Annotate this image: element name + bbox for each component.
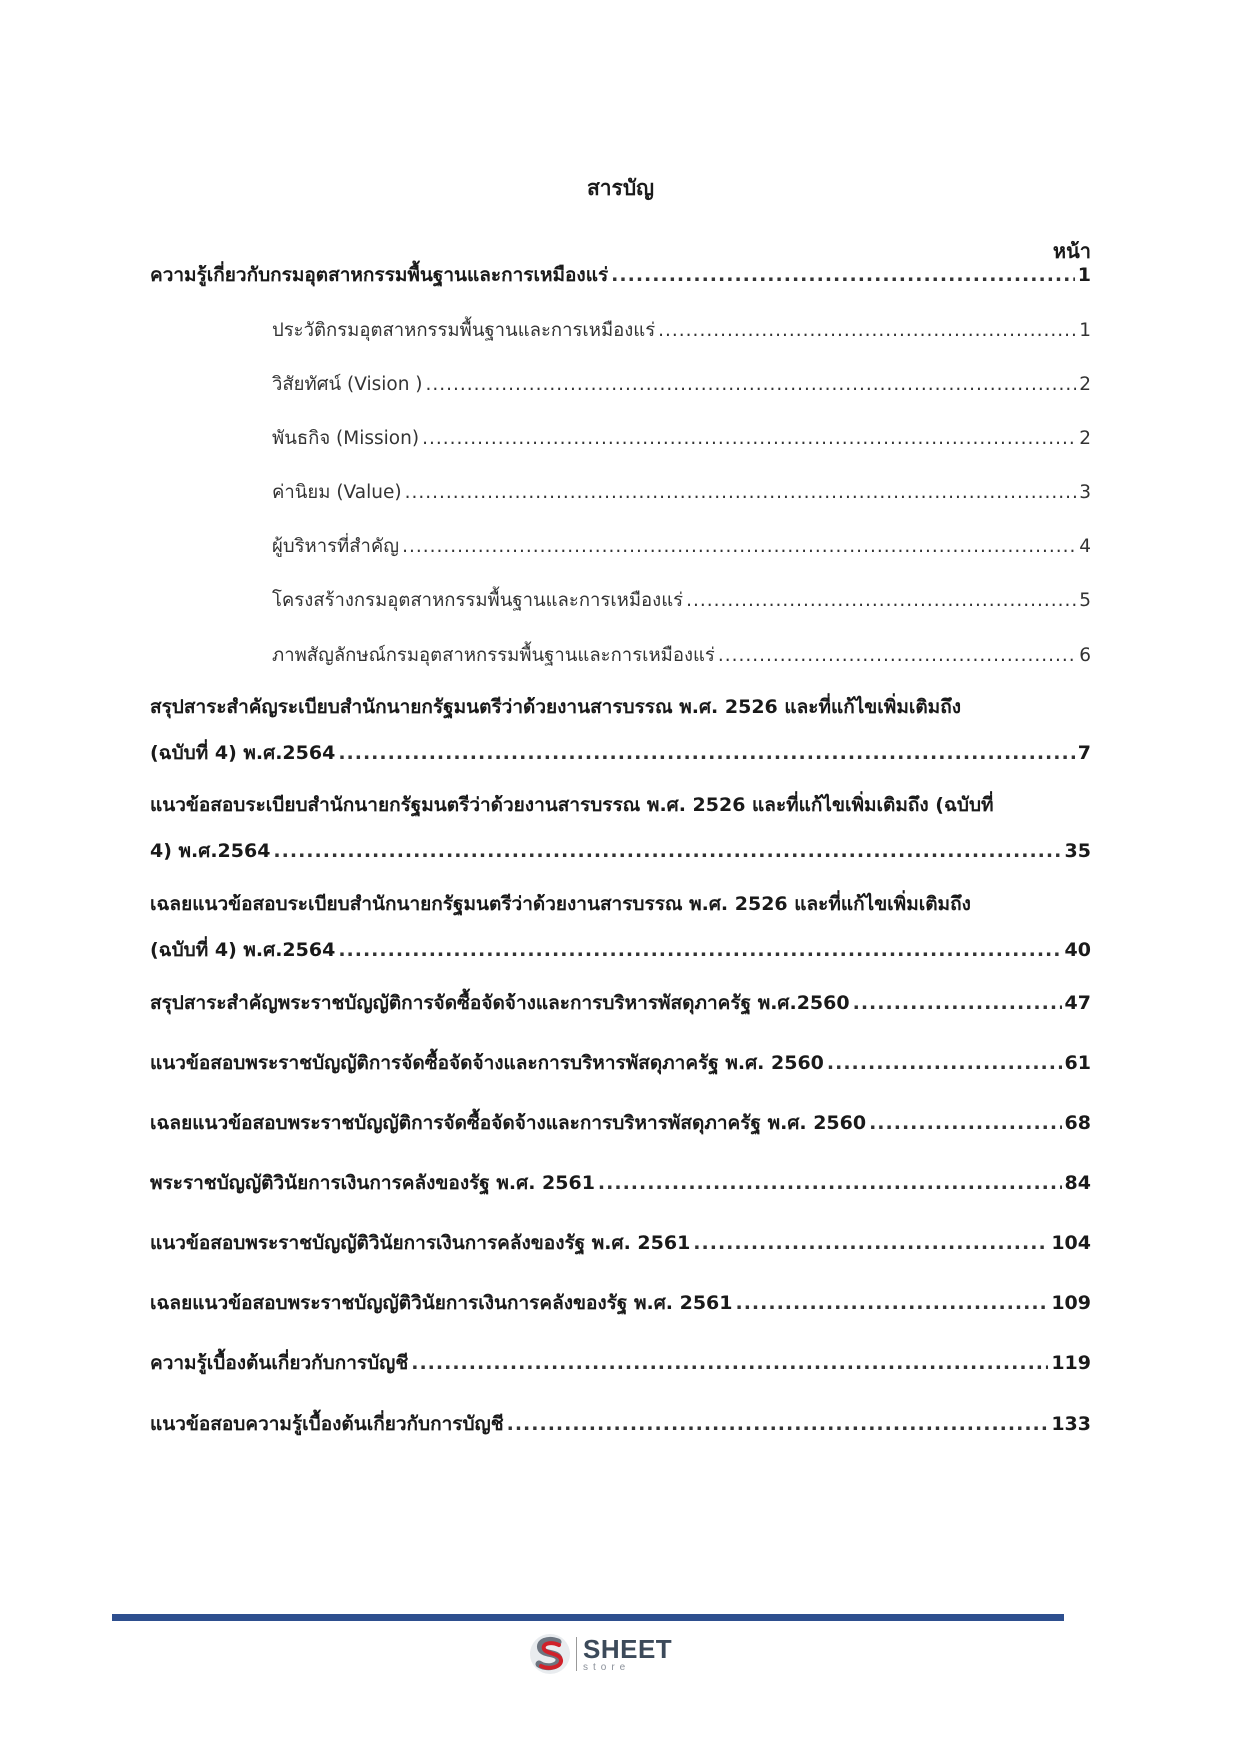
dot-leader: [338, 937, 1061, 964]
toc-entry[interactable]: [150, 891, 1091, 964]
dot-leader: [411, 1350, 1048, 1377]
dot-leader: [273, 838, 1061, 865]
toc-entry-title: สรุปสาระสำคัญระเบียบสำนักนายกรัฐมนตรีว่าด้วยงานสารบรรณ พ.ศ. 2526 และที่แก้ไขเพิ่มเติมถึง: [150, 696, 961, 718]
dot-leader: [338, 740, 1074, 767]
toc-entry[interactable]: [150, 792, 1091, 865]
dot-leader: [718, 642, 1076, 669]
toc-entry-title: สรุปสาระสำคัญพระราชบัญญัติการจัดซื้อจัดจ้างและการบริหารพัสดุภาครัฐ พ.ศ.2560: [150, 992, 850, 1014]
toc-entry-title: พันธกิจ (Mission): [272, 428, 420, 449]
toc-entry-title: วิสัยทัศน์ (Vision ): [272, 374, 423, 395]
toc-entry-page: 119: [1051, 1352, 1091, 1374]
dot-leader: [853, 990, 1062, 1017]
toc-entry[interactable]: [150, 990, 1091, 1017]
toc-entry-page: 1: [1077, 264, 1091, 286]
toc-entry-title: เฉลยแนวข้อสอบระเบียบสำนักนายกรัฐมนตรีว่าด้วยงานสารบรรณ พ.ศ. 2526 และที่แก้ไขเพิ่มเติมถึง: [150, 893, 971, 915]
toc-entry-title: ความรู้เกี่ยวกับกรมอุตสาหกรรมพื้นฐานและการเหมืองแร่: [150, 264, 609, 286]
toc-entry-title: ประวัติกรมอุตสาหกรรมพื้นฐานและการเหมืองแร่: [272, 320, 656, 341]
dot-leader: [507, 1411, 1049, 1438]
toc-entry-title-cont: (ฉบับที่ 4) พ.ศ.2564: [150, 939, 336, 961]
toc-entry-page: 6: [1079, 645, 1091, 666]
toc-entry-page: 68: [1064, 1112, 1091, 1134]
toc-subentry[interactable]: [272, 479, 1091, 506]
sheet-store-logo: [528, 1632, 718, 1676]
toc-line: [150, 262, 1091, 289]
toc-entry-title: ผู้บริหารที่สำคัญ: [272, 536, 400, 557]
toc-entry-page: 4: [1079, 536, 1091, 557]
dot-leader: [869, 1110, 1061, 1137]
toc-entry-page: 104: [1051, 1232, 1091, 1254]
toc-entry-page: 84: [1064, 1172, 1091, 1194]
toc-subentry[interactable]: [272, 317, 1091, 344]
toc-entry[interactable]: [150, 694, 1091, 767]
toc-entry[interactable]: [150, 1350, 1091, 1377]
toc-entry[interactable]: [150, 262, 1091, 289]
toc-entry-title: โครงสร้างกรมอุตสาหกรรมพื้นฐานและการเหมืองแร่: [272, 590, 684, 611]
toc-entry-title-cont: (ฉบับที่ 4) พ.ศ.2564: [150, 742, 336, 764]
toc-entry-title: เฉลยแนวข้อสอบพระราชบัญญัติการจัดซื้อจัดจ้างและการบริหารพัสดุภาครัฐ พ.ศ. 2560: [150, 1112, 867, 1134]
toc-entry-title: แนวข้อสอบพระราชบัญญัติวินัยการเงินการคลังของรัฐ พ.ศ. 2561: [150, 1232, 691, 1254]
toc-entry-title: ความรู้เบื้องต้นเกี่ยวกับการบัญชี: [150, 1352, 409, 1374]
footer-divider: [112, 1614, 1064, 1621]
dot-leader: [736, 1290, 1049, 1317]
toc-entry-page: 5: [1079, 590, 1091, 611]
toc-entry-page: 2: [1079, 374, 1091, 395]
toc-entry-page: 7: [1077, 742, 1091, 764]
dot-leader: [402, 533, 1076, 560]
toc-subentry[interactable]: [272, 642, 1091, 669]
toc-subentry[interactable]: [272, 371, 1091, 398]
toc-title: สารบัญ: [586, 176, 655, 200]
toc-subentry[interactable]: [272, 533, 1091, 560]
toc-entry[interactable]: [150, 1230, 1091, 1257]
toc-subentry[interactable]: [272, 425, 1091, 452]
toc-entry-page: 109: [1051, 1292, 1091, 1314]
toc-entry-page: 40: [1064, 939, 1091, 961]
toc-subentry[interactable]: [272, 587, 1091, 614]
dot-leader: [658, 317, 1076, 344]
sheet-store-logo-icon: [528, 1632, 572, 1676]
toc-entry-page: 1: [1079, 320, 1091, 341]
logo-wordmark: SHEET: [583, 1633, 673, 1664]
page-column-label: หน้า: [1052, 239, 1091, 263]
toc-entry-title: ภาพสัญลักษณ์กรมอุตสาหกรรมพื้นฐานและการเหมืองแร่: [272, 645, 715, 666]
toc-entry-title: เฉลยแนวข้อสอบพระราชบัญญัติวินัยการเงินการคลังของรัฐ พ.ศ. 2561: [150, 1292, 733, 1314]
logo-separator: [576, 1637, 577, 1671]
toc-entry[interactable]: [150, 1110, 1091, 1137]
dot-leader: [827, 1050, 1062, 1077]
toc-entry-page: 61: [1064, 1052, 1091, 1074]
toc-entry-page: 35: [1064, 840, 1091, 862]
dot-leader: [422, 425, 1076, 452]
toc-entry-page: 2: [1079, 428, 1091, 449]
dot-leader: [611, 262, 1075, 289]
toc-entry-title: แนวข้อสอบพระราชบัญญัติการจัดซื้อจัดจ้างและการบริหารพัสดุภาครัฐ พ.ศ. 2560: [150, 1052, 824, 1074]
toc-entry-title: แนวข้อสอบความรู้เบื้องต้นเกี่ยวกับการบัญชี: [150, 1413, 504, 1435]
toc-entry-page: 3: [1079, 482, 1091, 503]
toc-entry[interactable]: [150, 1170, 1091, 1197]
dot-leader: [405, 479, 1077, 506]
toc-entry[interactable]: [150, 1290, 1091, 1317]
dot-leader: [598, 1170, 1062, 1197]
toc-entry-title: พระราชบัญญัติวินัยการเงินการคลังของรัฐ พ.ศ. 2561: [150, 1172, 595, 1194]
dot-leader: [686, 587, 1076, 614]
toc-entry-page: 47: [1064, 992, 1091, 1014]
toc-entry[interactable]: [150, 1050, 1091, 1077]
toc-entry-title-cont: 4) พ.ศ.2564: [150, 840, 271, 862]
dot-leader: [693, 1230, 1048, 1257]
toc-entry-title: แนวข้อสอบระเบียบสำนักนายกรัฐมนตรีว่าด้วยงานสารบรรณ พ.ศ. 2526 และที่แก้ไขเพิ่มเติมถึง (ฉบับที่: [150, 794, 994, 816]
toc-entry-page: 133: [1051, 1413, 1091, 1435]
logo-subtext: store: [583, 1661, 631, 1673]
dot-leader: [426, 371, 1077, 398]
toc-entry[interactable]: [150, 1411, 1091, 1438]
toc-entry-title: ค่านิยม (Value): [272, 482, 402, 503]
